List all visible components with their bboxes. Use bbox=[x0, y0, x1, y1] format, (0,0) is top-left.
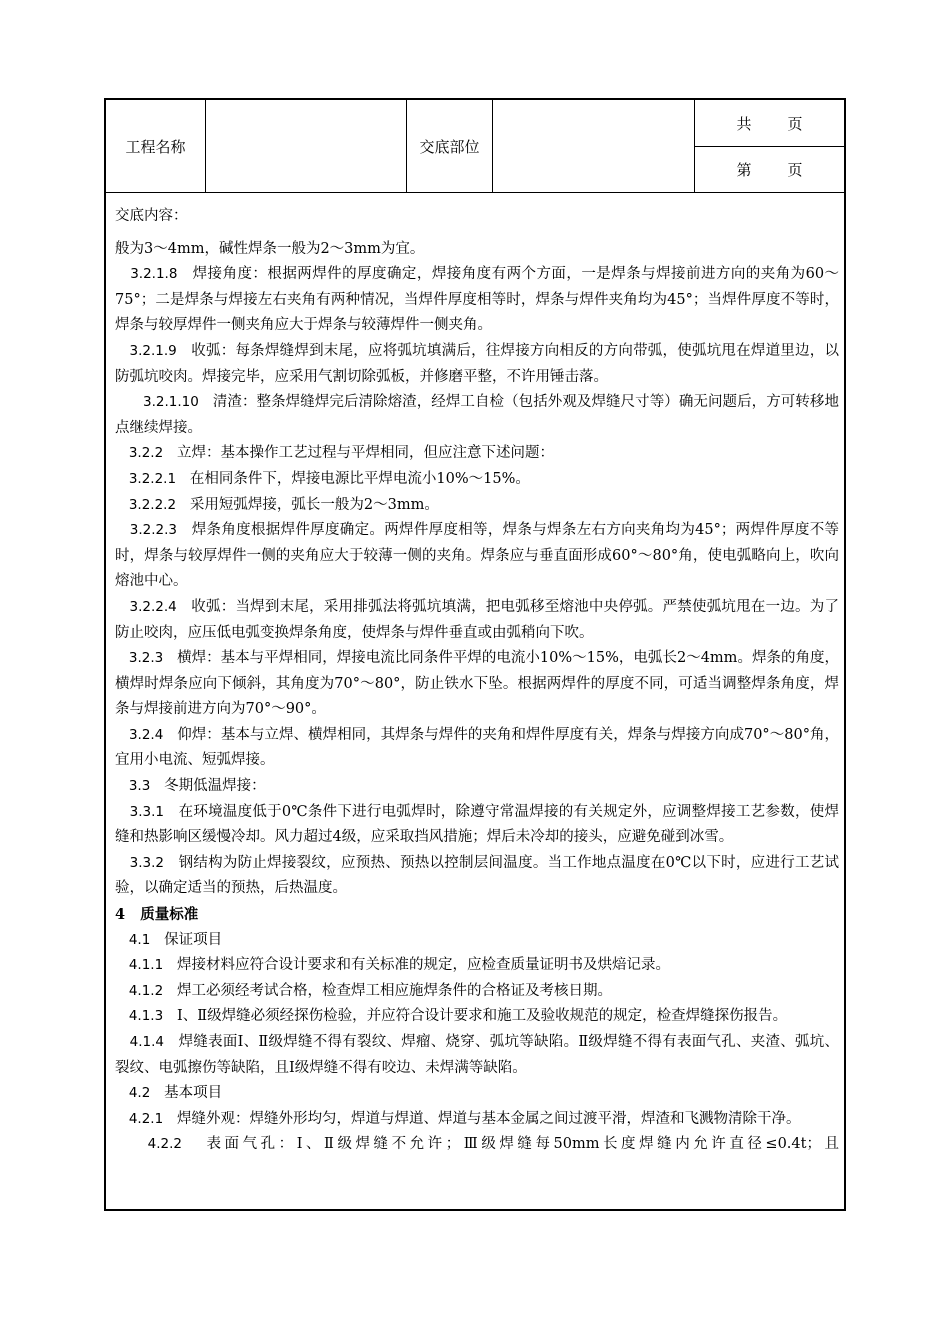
paragraph bbox=[115, 493, 839, 519]
paragraph bbox=[115, 723, 839, 774]
paragraph-text: 焊接材料应符合设计要求和有关标准的规定，应检查质量证明书及烘焙记录。 bbox=[177, 957, 671, 974]
part-label: 交底部位 bbox=[419, 137, 480, 156]
page-number-label-2: 页 bbox=[787, 161, 803, 179]
paragraph-text: 在环境温度低于0℃条件下进行电弧焊时，除遵守常温焊接的有关规定外，应调整焊接工艺参数，使焊缝和热影响区缓慢冷却。风力超过4级，应采取挡风措施；焊后未冷却的接头，应避免碰到冰雪。 bbox=[115, 803, 839, 846]
paragraph bbox=[115, 851, 839, 902]
paragraph-text: 焊工必须经考试合格，检查焊工相应施焊条件的合格证及考核日期。 bbox=[177, 982, 613, 999]
clause-number: 3.2.2.2 bbox=[128, 496, 177, 513]
clause-number: 3.2.3 bbox=[128, 650, 164, 667]
total-pages bbox=[695, 100, 844, 146]
paragraph bbox=[115, 1004, 839, 1030]
paragraph-text: 仰焊：基本与立焊、横焊相同，其焊条与焊件的夹角和焊件厚度有关，焊条与焊接方向成70°～80°角，宜用小电流、短弧焊接。 bbox=[115, 726, 840, 769]
paragraph-text: 立焊：基本操作工艺过程与平焊相同，但应注意下述问题： bbox=[177, 445, 555, 462]
paragraph-text: 收弧：每条焊缝焊到末尾，应将弧坑填满后，往焊接方向相反的方向带弧，使弧坑甩在焊道里边，以防弧坑咬肉。焊接完毕，应采用气割切除弧板，并修磨平整，不许用锤击落。 bbox=[115, 342, 840, 385]
paragraph bbox=[115, 1132, 839, 1158]
clause-number: 4.2.1 bbox=[128, 1110, 164, 1127]
paragraph bbox=[115, 1081, 839, 1107]
project-name-value bbox=[206, 100, 406, 192]
paragraph bbox=[115, 1030, 839, 1081]
paragraph-text: 冬期低温焊接： bbox=[164, 778, 266, 795]
clause-number: 4.1 bbox=[128, 931, 151, 948]
section-title: 质量标准 bbox=[140, 906, 199, 924]
paragraph bbox=[115, 646, 839, 723]
paragraph bbox=[115, 262, 839, 339]
clause-number: 4.1.4 bbox=[129, 1034, 164, 1050]
clause-number: 4.2.2 bbox=[147, 1136, 182, 1153]
paragraph-text: Ⅰ、Ⅱ级焊缝必须经探伤检验，并应符合设计要求和施工及验收规范的规定，检查焊缝探伤报告。 bbox=[177, 1008, 788, 1025]
paragraph bbox=[115, 339, 839, 390]
paragraph-text: 基本项目 bbox=[164, 1085, 223, 1102]
paragraph bbox=[115, 237, 839, 263]
clause-number: 3.2.1.10 bbox=[143, 394, 199, 411]
form-header bbox=[106, 100, 844, 193]
paragraph-text: 清渣：整条焊缝焊完后清除熔渣，经焊工自检（包括外观及焊缝尺寸等）确无问题后，方可转移地点继续焊接。 bbox=[115, 394, 839, 436]
paragraph bbox=[115, 518, 839, 595]
paragraph-text: 般为3～4mm，碱性焊条一般为2～3mm为宜。 bbox=[115, 240, 425, 257]
page-number-label-1: 第 bbox=[736, 161, 752, 179]
paragraph bbox=[115, 467, 839, 493]
clause-number: 4.1.3 bbox=[128, 1008, 164, 1025]
paragraph bbox=[115, 774, 839, 800]
disclosure-form bbox=[104, 98, 846, 1211]
paragraph-text: 收弧：当焊到末尾，采用排弧法将弧坑填满，把电弧移至熔池中央停弧。严禁使弧坑甩在一边。为了防止咬肉，应压低电弧变换焊条角度，使焊条与焊件垂直或由弧稍向下吹。 bbox=[115, 598, 840, 641]
part-value bbox=[493, 100, 694, 192]
paragraph bbox=[115, 441, 839, 467]
total-pages-label-1: 共 bbox=[736, 114, 752, 133]
clause-number: 3.3.2 bbox=[129, 854, 164, 871]
paragraph-text: 横焊：基本与平焊相同，焊接电流比同条件平焊的电流小10%～15%，电弧长2～4mm。焊条的角度，横焊时焊条应向下倾斜，其角度为70°～80°，防止铁水下坠。根据两焊件的厚度不同，可适当调整焊条角度，焊条与焊接前进方向为70°～90°。 bbox=[115, 650, 840, 718]
paragraph-text: 焊条角度根据焊件厚度确定。两焊件厚度相等，焊条与焊条左右方向夹角均为45°；两焊件厚度不等时，焊条与较厚焊件一侧的夹角应大于较薄一侧的夹角。焊条应与垂直面形成60°～80°角，使电弧略向上，吹向熔池中心。 bbox=[115, 522, 839, 590]
paragraph bbox=[115, 979, 839, 1005]
paragraph bbox=[115, 928, 839, 954]
paragraph bbox=[115, 953, 839, 979]
clause-number: 4.1.2 bbox=[128, 982, 164, 999]
clause-number: 3.2.1.8 bbox=[130, 266, 178, 283]
paragraph-text: 焊缝表面Ⅰ、Ⅱ级焊缝不得有裂纹、焊瘤、烧穿、弧坑等缺陷。Ⅱ级焊缝不得有表面气孔、夹渣、弧坑、裂纹、电弧擦伤等缺陷，且Ⅰ级焊缝不得有咬边、未焊满等缺陷。 bbox=[115, 1034, 840, 1076]
clause-number: 3.2.4 bbox=[128, 726, 164, 743]
paragraph bbox=[115, 1107, 839, 1133]
clause-number: 3.2.2 bbox=[128, 445, 164, 462]
content-label: 交底内容： bbox=[115, 208, 188, 224]
paragraph-text: 焊接角度：根据两焊件的厚度确定，焊接角度有两个方面，一是焊条与焊接前进方向的夹角为60～75°；二是焊条与焊接左右夹角有两种情况，当焊件厚度相等时，焊条与焊件夹角均为45°；当焊件厚度不等时，焊条与较厚焊件一侧夹角应大于焊条与较薄焊件一侧夹角。 bbox=[115, 266, 840, 334]
total-pages-label-2: 页 bbox=[787, 114, 803, 133]
section-number: 4 bbox=[115, 906, 126, 924]
clause-number: 3.2.2.1 bbox=[128, 470, 177, 487]
paragraph bbox=[115, 390, 839, 441]
paragraph bbox=[115, 595, 839, 646]
clause-number: 3.3.1 bbox=[129, 803, 164, 820]
clause-number: 3.3 bbox=[128, 778, 151, 795]
clause-number: 4.1.1 bbox=[128, 957, 164, 974]
clause-number: 3.2.2.4 bbox=[129, 598, 177, 615]
paragraph-text: 在相同条件下，焊接电源比平焊电流小10%～15%。 bbox=[189, 470, 530, 487]
content-body bbox=[115, 204, 839, 1158]
clause-number: 3.2.2.3 bbox=[129, 522, 177, 539]
project-name-label: 工程名称 bbox=[125, 137, 186, 156]
paragraph-text: 钢结构为防止焊接裂纹，应预热、预热以控制层间温度。当工作地点温度在0℃以下时，应进行工艺试验，以确定适当的预热，后热温度。 bbox=[115, 854, 839, 897]
paragraph-text: 焊缝外观：焊缝外形均匀，焊道与焊道、焊道与基本金属之间过渡平滑，焊渣和飞溅物清除干净。 bbox=[177, 1110, 801, 1127]
paragraph-text: 表面气孔：Ⅰ、Ⅱ级焊缝不允许；Ⅲ级焊缝每50mm长度焊缝内允许直径≤0.4t；且 bbox=[206, 1136, 840, 1153]
section-heading bbox=[115, 902, 839, 928]
paragraph bbox=[115, 800, 839, 851]
page-number bbox=[695, 147, 844, 192]
clause-number: 3.2.1.9 bbox=[129, 342, 177, 359]
clause-number: 4.2 bbox=[128, 1085, 151, 1102]
paragraph-text: 保证项目 bbox=[164, 931, 223, 948]
paragraph-text: 采用短弧焊接，弧长一般为2～3mm。 bbox=[189, 496, 439, 513]
